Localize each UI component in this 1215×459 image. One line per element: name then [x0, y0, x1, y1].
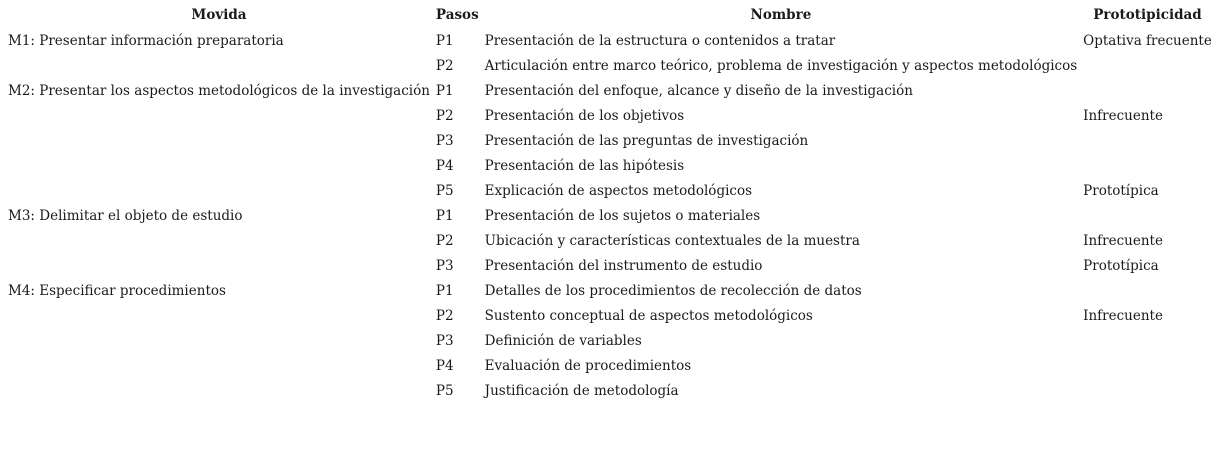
cell-prototipicidad	[1080, 354, 1215, 379]
cell-paso: P3	[435, 258, 454, 274]
cell-movida: M4: Especificar procedimientos	[8, 283, 226, 299]
header-row	[5, 5, 1215, 29]
cell-movida	[5, 54, 433, 79]
cell-paso: P2	[435, 308, 454, 324]
header-prototipicidad: Prototipicidad	[1093, 7, 1202, 23]
cell-prototipicidad	[1080, 329, 1215, 354]
cell-paso: P4	[435, 158, 454, 174]
moves-steps-table	[5, 5, 1215, 404]
cell-nombre: Explicación de aspectos metodológicos	[484, 183, 753, 199]
table-row	[5, 254, 1215, 279]
cell-nombre: Sustento conceptual de aspectos metodológicos	[484, 308, 813, 324]
header-nombre: Nombre	[750, 7, 812, 23]
table-row	[5, 129, 1215, 154]
cell-prototipicidad	[1080, 79, 1215, 104]
cell-movida	[5, 254, 433, 279]
cell-paso: P1	[435, 283, 454, 299]
table-row	[5, 154, 1215, 179]
cell-nombre: Presentación del instrumento de estudio	[484, 258, 763, 274]
table-row	[5, 54, 1215, 79]
table-row	[5, 204, 1215, 229]
header-movida: Movida	[191, 7, 247, 23]
cell-movida	[5, 354, 433, 379]
cell-prototipicidad: Infrecuente	[1083, 108, 1163, 124]
cell-prototipicidad	[1080, 129, 1215, 154]
cell-nombre: Justificación de metodología	[484, 383, 679, 399]
cell-paso: P3	[435, 133, 454, 149]
cell-prototipicidad: Infrecuente	[1083, 233, 1163, 249]
cell-prototipicidad	[1080, 379, 1215, 404]
cell-prototipicidad: Infrecuente	[1083, 308, 1163, 324]
cell-movida: M1: Presentar información preparatoria	[8, 33, 284, 49]
cell-nombre: Articulación entre marco teórico, problema de investigación y aspectos metodológicos	[484, 58, 1078, 74]
cell-movida	[5, 104, 433, 129]
cell-nombre: Presentación de los sujetos o materiales	[484, 208, 761, 224]
cell-nombre: Presentación de las hipótesis	[484, 158, 685, 174]
cell-movida	[5, 304, 433, 329]
table-row	[5, 354, 1215, 379]
cell-prototipicidad	[1080, 279, 1215, 304]
cell-movida: M3: Delimitar el objeto de estudio	[8, 208, 243, 224]
cell-prototipicidad: Optativa frecuente	[1083, 33, 1212, 49]
table-row	[5, 379, 1215, 404]
cell-paso: P2	[435, 58, 454, 74]
cell-paso: P2	[435, 108, 454, 124]
table-row	[5, 329, 1215, 354]
cell-prototipicidad	[1080, 154, 1215, 179]
cell-movida	[5, 154, 433, 179]
cell-movida	[5, 179, 433, 204]
table-row	[5, 29, 1215, 54]
cell-prototipicidad	[1080, 54, 1215, 79]
cell-prototipicidad: Prototípica	[1083, 258, 1159, 274]
cell-movida	[5, 229, 433, 254]
table-row	[5, 79, 1215, 104]
cell-prototipicidad	[1080, 204, 1215, 229]
table-row	[5, 179, 1215, 204]
cell-movida	[5, 129, 433, 154]
cell-paso: P1	[435, 208, 454, 224]
cell-paso: P3	[435, 333, 454, 349]
table-row	[5, 304, 1215, 329]
header-pasos: Pasos	[435, 7, 479, 23]
cell-movida	[5, 379, 433, 404]
table-row	[5, 279, 1215, 304]
cell-prototipicidad: Prototípica	[1083, 183, 1159, 199]
cell-nombre: Presentación del enfoque, alcance y diseño de la investigación	[484, 83, 913, 99]
table-row	[5, 229, 1215, 254]
cell-movida: M2: Presentar los aspectos metodológicos de la investigación	[8, 83, 430, 99]
cell-paso: P5	[435, 183, 454, 199]
table-body	[5, 29, 1215, 404]
cell-nombre: Ubicación y características contextuales de la muestra	[484, 233, 860, 249]
cell-nombre: Evaluación de procedimientos	[484, 358, 692, 374]
cell-nombre: Definición de variables	[484, 333, 642, 349]
cell-paso: P1	[435, 33, 454, 49]
cell-paso: P5	[435, 383, 454, 399]
cell-nombre: Presentación de la estructura o contenidos a tratar	[484, 33, 836, 49]
cell-nombre: Detalles de los procedimientos de recolección de datos	[484, 283, 862, 299]
cell-paso: P4	[435, 358, 454, 374]
table-row	[5, 104, 1215, 129]
cell-nombre: Presentación de las preguntas de investigación	[484, 133, 809, 149]
cell-paso: P1	[435, 83, 454, 99]
cell-paso: P2	[435, 233, 454, 249]
cell-movida	[5, 329, 433, 354]
cell-nombre: Presentación de los objetivos	[484, 108, 685, 124]
